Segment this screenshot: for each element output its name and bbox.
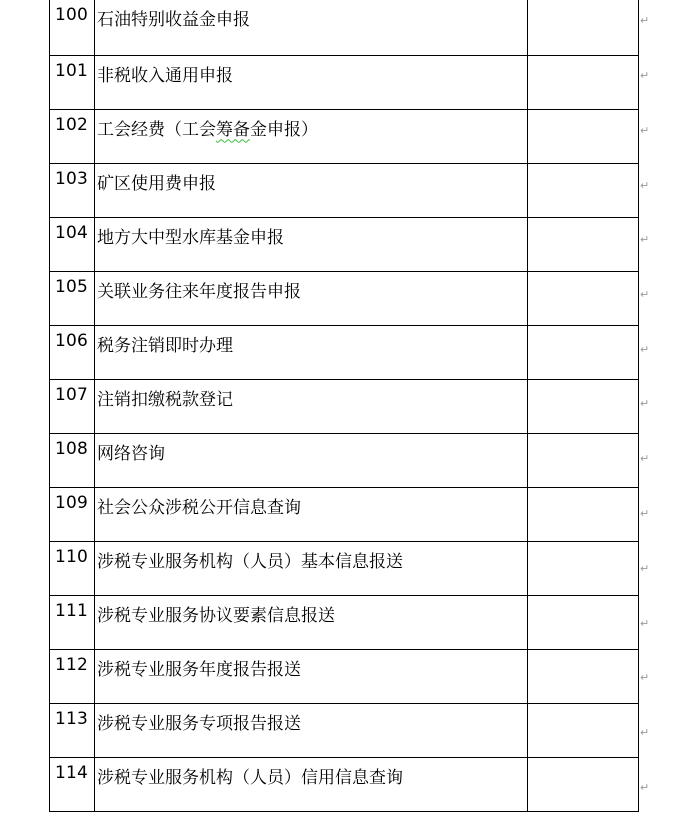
paragraph-mark-icon: ↵ xyxy=(640,397,650,410)
service-name: 关联业务往来年度报告申报 xyxy=(95,271,528,325)
paragraph-mark-icon: ↵ xyxy=(640,233,650,246)
row-number: 112 xyxy=(50,649,95,703)
service-name: 矿区使用费申报 xyxy=(95,163,528,217)
empty-cell xyxy=(528,55,639,109)
empty-cell xyxy=(528,595,639,649)
empty-cell xyxy=(528,163,639,217)
paragraph-mark-icon: ↵ xyxy=(640,14,650,27)
paragraph-mark-icon: ↵ xyxy=(640,617,650,630)
empty-cell xyxy=(528,109,639,163)
service-name: 涉税专业服务机构（人员）信用信息查询 xyxy=(95,757,528,811)
row-number: 102 xyxy=(50,109,95,163)
table-row xyxy=(50,271,639,325)
table-row xyxy=(50,541,639,595)
service-name-prefix: 工会经费（工会 xyxy=(97,119,216,140)
row-number: 103 xyxy=(50,163,95,217)
row-number: 107 xyxy=(50,379,95,433)
paragraph-mark-icon: ↵ xyxy=(640,288,650,301)
table-row xyxy=(50,0,639,55)
service-name: 石油特别收益金申报 xyxy=(95,0,528,55)
paragraph-mark-icon: ↵ xyxy=(640,726,650,739)
paragraph-mark-icon: ↵ xyxy=(640,124,650,137)
service-name: 涉税专业服务机构（人员）基本信息报送 xyxy=(95,541,528,595)
row-number: 111 xyxy=(50,595,95,649)
table-row xyxy=(50,757,639,811)
table-row xyxy=(50,379,639,433)
row-number: 108 xyxy=(50,433,95,487)
table-row xyxy=(50,109,639,163)
service-name-suffix: 金申报） xyxy=(250,119,318,140)
table-row xyxy=(50,433,639,487)
row-number: 101 xyxy=(50,55,95,109)
service-name: 税务注销即时办理 xyxy=(95,325,528,379)
row-number: 104 xyxy=(50,217,95,271)
service-name xyxy=(95,109,528,163)
paragraph-mark-icon: ↵ xyxy=(640,671,650,684)
paragraph-mark-icon: ↵ xyxy=(640,179,650,192)
service-name: 涉税专业服务专项报告报送 xyxy=(95,703,528,757)
table-row xyxy=(50,217,639,271)
paragraph-mark-icon: ↵ xyxy=(640,343,650,356)
empty-cell xyxy=(528,325,639,379)
grammar-flagged-text[interactable]: 筹备 xyxy=(216,119,250,140)
empty-cell xyxy=(528,271,639,325)
row-number: 114 xyxy=(50,757,95,811)
table-row xyxy=(50,163,639,217)
table-row xyxy=(50,703,639,757)
row-number: 113 xyxy=(50,703,95,757)
table-row xyxy=(50,325,639,379)
empty-cell xyxy=(528,703,639,757)
row-number: 109 xyxy=(50,487,95,541)
table-row xyxy=(50,595,639,649)
service-name: 地方大中型水库基金申报 xyxy=(95,217,528,271)
service-name: 涉税专业服务年度报告报送 xyxy=(95,649,528,703)
service-name: 注销扣缴税款登记 xyxy=(95,379,528,433)
empty-cell xyxy=(528,757,639,811)
service-name: 网络咨询 xyxy=(95,433,528,487)
empty-cell xyxy=(528,541,639,595)
table-row xyxy=(50,487,639,541)
paragraph-mark-icon: ↵ xyxy=(640,69,650,82)
service-table xyxy=(49,0,639,812)
paragraph-mark-icon: ↵ xyxy=(640,452,650,465)
row-number: 100 xyxy=(50,0,95,55)
empty-cell xyxy=(528,649,639,703)
row-number: 110 xyxy=(50,541,95,595)
empty-cell xyxy=(528,487,639,541)
empty-cell xyxy=(528,0,639,55)
service-name: 社会公众涉税公开信息查询 xyxy=(95,487,528,541)
empty-cell xyxy=(528,379,639,433)
paragraph-mark-icon: ↵ xyxy=(640,562,650,575)
table-row xyxy=(50,649,639,703)
row-number: 105 xyxy=(50,271,95,325)
empty-cell xyxy=(528,433,639,487)
service-name: 涉税专业服务协议要素信息报送 xyxy=(95,595,528,649)
service-name: 非税收入通用申报 xyxy=(95,55,528,109)
row-number: 106 xyxy=(50,325,95,379)
table-row xyxy=(50,55,639,109)
empty-cell xyxy=(528,217,639,271)
paragraph-mark-icon: ↵ xyxy=(640,781,650,794)
paragraph-mark-icon: ↵ xyxy=(640,507,650,520)
